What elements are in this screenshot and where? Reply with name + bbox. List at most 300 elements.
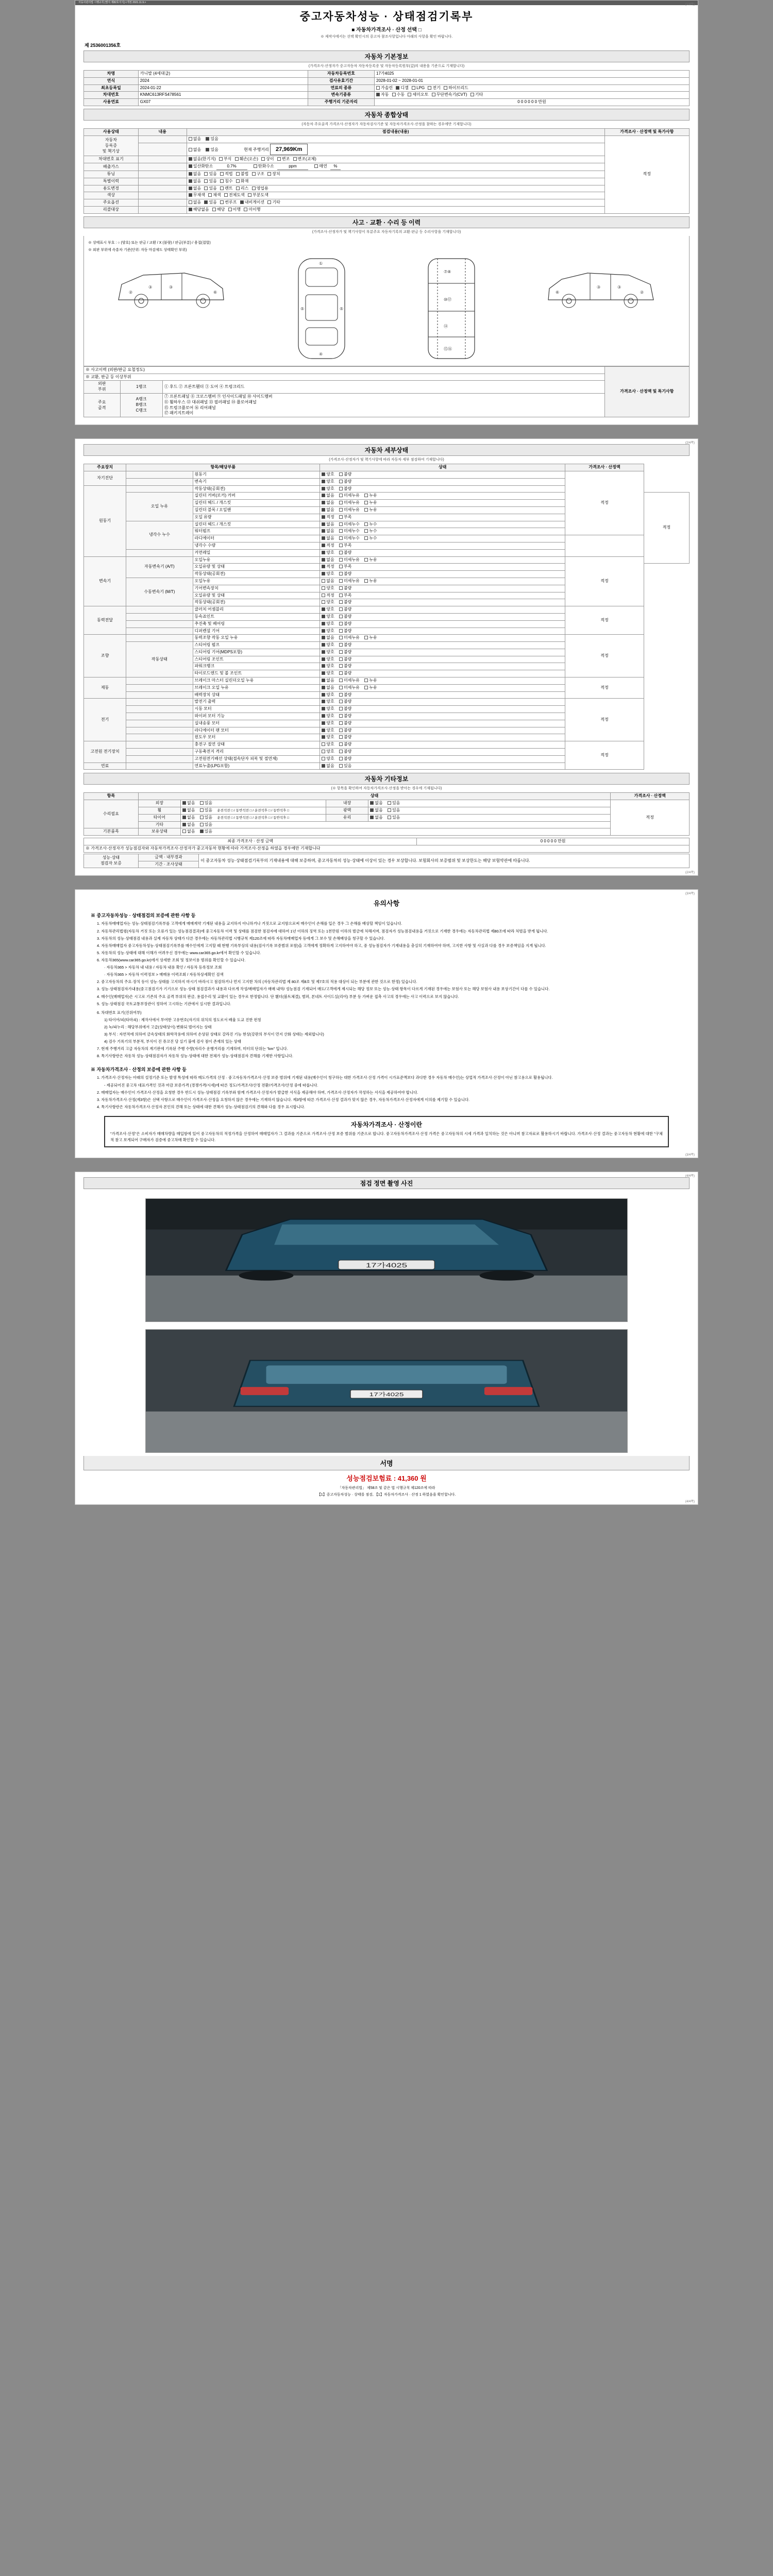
chk-bo-leak[interactable]: 누유 (364, 507, 377, 513)
trans-opt-manual[interactable]: 수동 (392, 92, 405, 98)
opt-use-rent[interactable]: 렌트 (220, 186, 232, 192)
opt-opt-sunroof[interactable]: 썬루프 (220, 200, 237, 206)
item-st-joint: 스티어링 조인트 (193, 656, 320, 663)
chk-rc-micro[interactable]: 미세누유 (339, 493, 360, 499)
section-overall-sub: (자동차 주요골격 가격조사·산정자가 자동차검사기준 및 자동차가격조사·산정을 참하는 경우에만 기재합니다) (301, 122, 472, 126)
opt-hist-flood[interactable]: 침수 (220, 179, 232, 184)
chk-wip-bad[interactable]: 불량 (339, 714, 351, 719)
state-mt-op (320, 599, 565, 606)
chk-cl2-ok[interactable]: 양호 (322, 607, 334, 613)
item-drive-battery: 구동축전지 격리 (193, 749, 320, 756)
trans-opt-auto[interactable]: 자동 (376, 92, 389, 98)
state-trans-diag (320, 478, 565, 485)
chk-rf-ok[interactable]: 양호 (322, 728, 334, 734)
opt-co[interactable]: 일산화탄소 (189, 164, 213, 170)
chk-whl-yes[interactable]: 있음 (200, 808, 212, 814)
opt-mileage-none[interactable]: 없음 (189, 147, 201, 153)
chk-cr-ok[interactable]: 양호 (322, 550, 334, 556)
trans-opt-etc[interactable]: 기타 (470, 92, 483, 98)
value-first-reg: 2024-01-22 (138, 84, 308, 92)
state-fuel-leak (320, 762, 565, 770)
chk-bo-micro[interactable]: 미세누유 (339, 507, 360, 513)
chk-blw-ok[interactable]: 양호 (322, 721, 334, 726)
row-label-history: 특별이력 (84, 178, 139, 185)
other-glass-label: 유리 (326, 814, 368, 821)
chk-bst-ok[interactable]: 양호 (322, 692, 334, 698)
section-basic-sub: (가격조사·산정자가 중고자동차 자동차등록증 및 자동차등록원부(갑)의 내용을 기준으로 기재합니다) (308, 64, 465, 68)
opt-use-yes[interactable]: 있음 (204, 186, 216, 192)
label-year: 연식 (84, 77, 139, 84)
chk-bas-none[interactable]: 없음 (182, 829, 195, 835)
opt-reg-yes[interactable]: 있음 (206, 137, 218, 142)
group-steering: 조향 (84, 635, 126, 677)
fuel-opt-lpg[interactable]: LPG (412, 86, 425, 91)
chk-cvj-ok[interactable]: 양호 (322, 614, 334, 620)
car-diagram-right-side (542, 255, 661, 316)
signature-band: 서명 (83, 1456, 690, 1470)
chk-gls-none[interactable]: 없음 (370, 815, 382, 821)
fuel-opt-electric[interactable]: 전기 (428, 86, 440, 91)
notice-item: · 자동차365 > 자동차 이력정보 > 매매용 이력조회 / 자동차상세확인 검색 (104, 972, 224, 977)
svg-text:②: ② (128, 290, 132, 295)
th-price: 가격조사 · 산정액 및 특가사항 (604, 128, 690, 135)
label-car-name: 차명 (84, 71, 139, 78)
group-hv-electric: 고전원 전기장치 (84, 741, 126, 762)
car-diagram-underbody (413, 255, 490, 363)
value-transmission (375, 92, 690, 99)
chk-hw-bad[interactable]: 불량 (339, 756, 351, 762)
chk-rc-none[interactable]: 없음 (322, 493, 334, 499)
overall-price-note: 적정 (604, 135, 690, 213)
notice-item: 1. 가격조사·산정자는 아래의 설정기준 또는 발생 특성에 따라 매도가격의 산정 · 중고자동차가격조사·산정 보증 범위에 기재된 내용(매수인이 청구하는 대한 가격조사·산정 가격이 시가표준액보다 과다한 경우 자동차 매수인)는 상업적 가격조사·산정이 아닌 참고용으로 활용됩니다. (97, 1075, 553, 1080)
chk-alt-ok[interactable]: 양호 (322, 699, 334, 705)
value-hc: ppm (277, 164, 308, 170)
price-definition-box (104, 1116, 669, 1147)
trans-opt-cvt[interactable]: 무단변속기(CVT) (432, 92, 467, 98)
opt-hist-yes[interactable]: 있음 (204, 179, 216, 184)
notice-item: 6. 차대번호 표기(진위여부) (97, 1010, 142, 1015)
opt-opt-none[interactable]: 없음 (189, 200, 201, 206)
notice-item: 5. 자동차의 성능·상태에 대해 이해가 어려우신 경우에는 www.car365.go.kr에서 확인할 수 있습니다. (97, 950, 261, 955)
chk-ol-low[interactable]: 부족 (339, 515, 351, 520)
value-validity: 2028-01-02 ~ 2028-01-01 (375, 77, 690, 84)
state-mt-gear (320, 585, 565, 592)
notice-item: 1) 타이어/피(타마쇠) : 제작사에서 부여한 고유번호(자기의 위치의 정도로서 배율 도교 진한 펀칭 (104, 1017, 261, 1022)
opt-vin-diff[interactable]: 상이 (261, 157, 274, 162)
chk-mc-none[interactable]: 없음 (322, 678, 334, 684)
chk-stj-ok[interactable]: 양호 (322, 657, 334, 663)
svg-text:17가4025: 17가4025 (365, 1262, 408, 1269)
chk-psl-leak[interactable]: 누유 (364, 635, 377, 641)
svg-text:①: ① (319, 261, 323, 266)
opt-use-lease[interactable]: 리스 (236, 186, 248, 192)
fuel-opt-hybrid[interactable]: 하이브리드 (444, 86, 468, 91)
chk-atl-none[interactable]: 없음 (322, 557, 334, 563)
chk-int-yes[interactable]: 있음 (388, 801, 400, 806)
chk-bol-none[interactable]: 없음 (322, 685, 334, 691)
opt-tuning-structure[interactable]: 구조 (252, 172, 264, 177)
opt-hist-none[interactable]: 없음 (189, 179, 201, 184)
chk-atl-micro[interactable]: 미세누유 (339, 557, 360, 563)
chk-dg-ok[interactable]: 양호 (322, 629, 334, 634)
state-starter (320, 706, 565, 713)
opt-vin-damage[interactable]: 훼손(오손) (235, 157, 258, 162)
opt-tuning-yes[interactable]: 있음 (204, 172, 216, 177)
opt-recall-na[interactable]: 해당없음 (189, 207, 209, 213)
other-repair-label: 수리필요 (84, 800, 139, 828)
chk-bo-none[interactable]: 없음 (322, 507, 334, 513)
state-at-level (320, 564, 565, 571)
opt-opt-etc[interactable]: 기타 (267, 200, 280, 206)
chk-ch-none[interactable]: 없음 (322, 522, 334, 528)
opt-color-mono[interactable]: 무채색 (189, 193, 205, 198)
opt-vin-rust[interactable]: 부식 (219, 157, 231, 162)
sub-hv-2 (126, 749, 193, 756)
photo-rear-image (146, 1330, 627, 1452)
chk-cl2-bad[interactable]: 불량 (339, 607, 351, 613)
chk-mtop-ok[interactable]: 양호 (322, 600, 334, 605)
row-opts-history (187, 178, 604, 185)
state-block-oilpan (320, 506, 565, 514)
chk-db-bad[interactable]: 불량 (339, 749, 351, 755)
chk-str-bad[interactable]: 불량 (339, 706, 351, 712)
row-opts-recall (187, 207, 604, 214)
item-propshaft: 추진축 및 베어링 (193, 620, 320, 628)
section-photo: 점검 정면 촬영 사진 (83, 1177, 690, 1189)
item-block-oilpan: 실린더 블록 / 오일팬 (193, 506, 320, 514)
notice-item: - 제공되어진 중고차 대표가격인 것과 마감 보증가격 (경쟁가격/시세)에 따른 정도/가격조사/산정 전환/가격조사/산정 중에 따릅니다. (104, 1082, 318, 1088)
chk-whl-none[interactable]: 없음 (182, 808, 195, 814)
chk-atop-ok[interactable]: 양호 (322, 571, 334, 577)
chk-wp-micro[interactable]: 미세누수 (339, 529, 360, 534)
th-other-price: 가격조사 · 산정액 (611, 793, 690, 800)
price-definition-body: "가격조사·산정"은 소비자가 매매차량을 매입함에 있어 중고자동차의 적정가격을 산정하여 매매업자가 그 결과를 기준으로 가격조사·산정 보증 범위를 기준으로 합니다. 중고자동차가격조사·산정 가격은 중고자동차의 시세 가격과 일치하는 것은 아니며 참고자료로 활용하시기 바랍니다. 가격조사·산정 결과는 중고자동차 현황에 대한 "구체적 참고 보게되어 구매자가 검증에 중고차매 확인할 수 있습니다. (110, 1131, 663, 1142)
row-opts-options (187, 199, 604, 207)
opt-vin-ok[interactable]: 없음(한기지) (189, 157, 216, 162)
chk-mc-leak[interactable]: 누유 (364, 678, 377, 684)
chk-gls-yes[interactable]: 있음 (388, 815, 400, 821)
chk-trans-diag-bad[interactable]: 불량 (339, 479, 351, 485)
chk-pol-yes[interactable]: 있음 (388, 808, 400, 814)
item-booster: 배력장치 상태 (193, 691, 320, 699)
rankC-text: ⑮ 트렁크플로어 ⑯ 리어패널 (164, 405, 216, 410)
chk-engine-diag-bad[interactable]: 불량 (339, 472, 351, 478)
sub-blank-2 (126, 478, 193, 485)
svg-text:⑥: ⑥ (556, 290, 560, 295)
notice-item: 3. 자동차의 성능·상태점검 내용과 실제 자동차 상태가 다른 경우에는 자동차관리법 시행규칙 제120조에 따라 자동차매매업자 등에게 그 보수 및 손해배상을 청구할 수 있습니다. (97, 936, 385, 941)
item-starter: 시동 모터 (193, 706, 320, 713)
notice-item: 2. 매매업자는 매수인이 가격조사·산정을 요청한 경우 반드시 성능·상태점검 기록부와 함께 가격조사·산정자가 발급한 서식을 제공해야 하며, 가격조사·산정자가 작성하는 서식을 제공하여야 합니다. (97, 1090, 418, 1095)
chk-ol-ok[interactable]: 적정 (322, 515, 334, 520)
chk-tir-none[interactable]: 없음 (182, 815, 195, 821)
sub-pt-4 (126, 628, 193, 635)
other-etc-state (181, 821, 611, 828)
group-self-diagnosis: 자기진단 (84, 471, 126, 485)
opt-color-part[interactable]: 부분도색 (248, 193, 268, 198)
item-power-crank: 파워크랭크 (193, 663, 320, 670)
chk-fl-yes[interactable]: 있음 (339, 764, 351, 769)
state-commonrail (320, 549, 565, 556)
row-label-colorchange: 색상 (84, 192, 139, 199)
chk-rc-leak[interactable]: 누유 (364, 493, 377, 499)
row-opts-usechange (187, 185, 604, 192)
state-radiator (320, 535, 565, 543)
chk-cvj-bad[interactable]: 불량 (339, 614, 351, 620)
sub-hv-3 (126, 755, 193, 762)
sub-commonrail (126, 549, 193, 556)
section-basic-info: 자동차 기본정보 (83, 50, 690, 62)
opt-use-none[interactable]: 없음 (189, 186, 201, 192)
final-price-table (83, 838, 690, 853)
label-color: 사용연료 (84, 99, 139, 106)
chk-stg-ok[interactable]: 양호 (322, 650, 334, 655)
chk-tr-bad[interactable]: 불량 (339, 671, 351, 676)
chk-cr-bad[interactable]: 불량 (339, 550, 351, 556)
section-other: 자동차 기타정보 (83, 773, 690, 785)
item-coolant-level: 냉각수 수량 (193, 542, 320, 549)
chk-atlv-ok[interactable]: 적정 (322, 564, 334, 570)
notice-item: 2. 자동차관리법령(자동차 거짓 또는 오류가 있는 성능점검결과)에 중고자동차 이력 및 상태를 점검한 점검자에 대하여 1년 이하의 징역 또는 1천만원 이하의 벌금에 처해지며, 점검자가 성능점검내용을 거짓으로 기재한 경우에는 자동차관리법 제80조에 따라 처벌을 받게 됩니다. (97, 928, 548, 934)
svg-text:③: ③ (169, 284, 173, 290)
notice-title: 유의사항 (373, 900, 400, 908)
chk-engine-diag-ok[interactable]: 양호 (322, 472, 334, 478)
chk-rf-bad[interactable]: 불량 (339, 728, 351, 734)
sub-st-op: 작동상태 (126, 642, 193, 677)
opt-vin-replace[interactable]: 변조(교체) (293, 157, 316, 162)
fuel-opt-gasoline[interactable]: 가솔린 (376, 86, 393, 91)
photo-front-image (146, 1199, 627, 1321)
other-polish-state (368, 807, 611, 815)
chk-str-ok[interactable]: 양호 (322, 706, 334, 712)
chk-ps-ok[interactable]: 양호 (322, 621, 334, 627)
chk-wp-leak[interactable]: 누수 (364, 529, 377, 534)
chk-mtlv-low[interactable]: 부족 (339, 593, 351, 599)
chk-ext-yes[interactable]: 있음 (200, 801, 212, 806)
notice-item: 4. 매수인(매매업자)은 시고로 기존의 주요 골격 부위의 판금, 용접수리 및 교환이 있는 경우로 한정합니다. 단 휀더(볼트체결), 범퍼, 본네트 사이드실(리어) 부분 등 가벼운 접촉 사고의 경우에는 사고 이력으로 보지 않습니다. (97, 994, 459, 999)
basic-info-table (83, 70, 690, 106)
opt-smoke[interactable]: 매연 (314, 164, 327, 170)
price-powertrain: 적정 (565, 606, 644, 635)
row-sub-usechange (138, 185, 187, 192)
page-number-4: (4/4쪽) (685, 1174, 695, 1178)
chk-mtop-bad[interactable]: 불량 (339, 600, 351, 605)
chk-etc-yes[interactable]: 있음 (200, 822, 212, 828)
notice-item: · 자동차365 > 자동차 내 내용 / 자동차 내용 확인 / 자동차 등록정보 조회 (104, 965, 222, 970)
chk-atop-bad[interactable]: 불량 (339, 571, 351, 577)
opt-vin-mod[interactable]: 변조 (277, 157, 290, 162)
chk-mtg-bad[interactable]: 불량 (339, 586, 351, 591)
photo-area (83, 1189, 690, 1456)
row-label-vin-mark: 차대번호 표기 (84, 156, 139, 163)
opt-tuning-illegal[interactable]: 불법 (236, 172, 248, 177)
chk-pc-bad[interactable]: 불량 (339, 664, 351, 669)
chk-int-none[interactable]: 없음 (370, 801, 382, 806)
notice-item: 4) 검수 기록기의 부분적, 부식이 진 쥬코진 당 실기 불에 검사 점이 존재의 있는 상태 (104, 1039, 241, 1044)
row-opts-vin-mark (187, 156, 604, 163)
state-idle (320, 485, 565, 493)
chk-stp-ok[interactable]: 양호 (322, 642, 334, 648)
state-head-gasket (320, 500, 565, 507)
row-label-tuning: 튜닝 (84, 171, 139, 178)
fuel-opt-diesel[interactable]: 디젤 (396, 86, 408, 91)
opt-color-full[interactable]: 전체도색 (224, 193, 245, 198)
item-mt-level: 오일유량 및 상태 (193, 592, 320, 599)
opt-opt-yes[interactable]: 있음 (204, 200, 216, 206)
page-4 (75, 1172, 698, 1505)
chk-ch-leak[interactable]: 누수 (364, 522, 377, 528)
item-at-level: 오일유량 및 상태 (193, 564, 320, 571)
opt-color-chrome[interactable]: 채색 (208, 193, 221, 198)
item-cv-joint: 등속죠인트 (193, 613, 320, 620)
chk-psl-micro[interactable]: 미세누유 (339, 635, 360, 641)
chk-mtg-ok[interactable]: 양호 (322, 586, 334, 591)
chk-trans-diag-ok[interactable]: 양호 (322, 479, 334, 485)
item-rad-fan: 라디에이터 팬 모터 (193, 727, 320, 734)
chk-cl-ok[interactable]: 적정 (322, 543, 334, 549)
trans-opt-semi[interactable]: 세미오토 (408, 92, 428, 98)
svg-text:③: ③ (148, 284, 152, 290)
inspection-fee: 성능점검보험료 : 41,360 원 (346, 1474, 427, 1482)
opt-recall-done[interactable]: 이행 (228, 207, 241, 213)
opt-hc[interactable]: 탄화수소 (254, 164, 274, 170)
chk-bst-bad[interactable]: 불량 (339, 692, 351, 698)
opt-recall-yes[interactable]: 해당 (212, 207, 225, 213)
chk-ext-none[interactable]: 없음 (182, 801, 195, 806)
chk-cp-bad[interactable]: 불량 (339, 742, 351, 748)
opt-use-biz[interactable]: 영업용 (252, 186, 268, 192)
page-title: 중고자동차성능 · 상태점검기록부 (299, 11, 474, 23)
value-odo-unit: 0 0 0 0 0 0 만원 (375, 99, 690, 106)
sub-pt-2 (126, 613, 193, 620)
chk-wm-ok[interactable]: 양호 (322, 735, 334, 740)
chk-cp-ok[interactable]: 양호 (322, 742, 334, 748)
opt-opt-navi[interactable]: 내비게이션 (240, 200, 265, 206)
chk-etc-none[interactable]: 없음 (182, 822, 195, 828)
chk-cl-low[interactable]: 부족 (339, 543, 351, 549)
chk-psl-none[interactable]: 없음 (322, 635, 334, 641)
chk-wip-ok[interactable]: 양호 (322, 714, 334, 719)
notice-list-3 (97, 1075, 676, 1110)
chk-ch-micro[interactable]: 미세누수 (339, 522, 360, 528)
state-rad-fan (320, 727, 565, 734)
chk-mc-micro[interactable]: 미세누유 (339, 678, 360, 684)
chk-bas-yes[interactable]: 있음 (200, 829, 212, 835)
chk-tir-yes[interactable]: 있음 (200, 815, 212, 821)
other-price-value: 적정 (611, 800, 690, 836)
price-brake: 적정 (565, 677, 644, 699)
other-wheel-label: 휠 (138, 807, 180, 815)
svg-text:⑤: ⑤ (340, 306, 344, 311)
sub-coolant: 냉각수 누수 (126, 521, 193, 549)
chk-rad-none[interactable]: 없음 (322, 536, 334, 541)
other-tire-state (181, 814, 326, 821)
chk-hg-leak[interactable]: 누유 (364, 500, 377, 506)
item-st-pump: 스티어링 펌프 (193, 642, 320, 649)
chk-tr-ok[interactable]: 양호 (322, 671, 334, 676)
footer-legal-2: 【1】중고자동차성능 · 상태를 점검, 【1】자동차가격조사 · 산정 1 하였음을 확인합니다. (317, 1493, 456, 1497)
chk-bol-leak[interactable]: 누유 (364, 685, 377, 691)
chk-stp-bad[interactable]: 불량 (339, 642, 351, 648)
opt-mileage-yes[interactable]: 있음 (206, 147, 218, 153)
doc-header (83, 8, 690, 39)
guarantee-text: 이 중고자동차 성능·상태점검기록부의 기재내용에 대해 보증하며, 중고자동차의 성능·상태에 이상이 있는 경우 보상합니다. 보험회사의 보증범위 및 보상한도는 해당 보험약관에 따릅니다. (199, 854, 690, 868)
rankA-label: A랭크 B랭크 C랭크 (120, 393, 162, 417)
chk-alt-bad[interactable]: 불량 (339, 699, 351, 705)
chk-db-ok[interactable]: 양호 (322, 749, 334, 755)
other-wheel-state (181, 807, 326, 815)
state-power-crank (320, 663, 565, 670)
rank1-label: 1랭크 (120, 381, 162, 394)
chk-wm-bad[interactable]: 불량 (339, 735, 351, 740)
item-rocker-cover: 실린더 커버(로커) 커버 (193, 493, 320, 500)
chk-mtl-leak[interactable]: 누유 (364, 579, 377, 584)
chk-atlv-low[interactable]: 부족 (339, 564, 351, 570)
chk-rad-micro[interactable]: 미세누수 (339, 536, 360, 541)
chk-pol-none[interactable]: 없음 (370, 808, 382, 814)
group-engine: 원동기 (84, 485, 126, 556)
opt-hist-fire[interactable]: 화재 (236, 179, 248, 184)
sub-el-4 (126, 720, 193, 727)
value-car-name: 카니발 (4세대급) (138, 71, 308, 78)
chk-mtlv-ok[interactable]: 적정 (322, 593, 334, 599)
chk-atl-leak[interactable]: 누유 (364, 557, 377, 563)
opt-recall-notdone[interactable]: 미이행 (244, 207, 260, 213)
chk-idle-bad[interactable]: 불량 (339, 486, 351, 492)
chk-ps-bad[interactable]: 불량 (339, 621, 351, 627)
svg-text:17가4025: 17가4025 (369, 1391, 404, 1397)
notice-item: 5. 성능·상태점검 국토교통부장관이 정하여 고시하는 기관에서 실시한 결과입니다. (97, 1001, 231, 1006)
opt-tuning-legal[interactable]: 적법 (220, 172, 232, 177)
state-at-leak (320, 556, 565, 564)
chk-hw-ok[interactable]: 양호 (322, 756, 334, 762)
chk-mtl-none[interactable]: 없음 (322, 579, 334, 584)
chk-wp-none[interactable]: 없음 (322, 529, 334, 534)
row-label-recall: 리콜대상 (84, 207, 139, 214)
notice-list-1 (97, 921, 676, 1006)
section-detail: 자동차 세부상태 (83, 444, 690, 456)
notice-item: 1. 자동차매매업자는 성능·상태점검기록부를 고객에게 매매계약 기재된 내용을 교지하지 아니하거나 거짓으로 교지함으로써 매수인이 손해를 입은 경우 그 손해를 배상할 책임이 있습니다. (97, 921, 402, 926)
item-at-leak: 오일누유 (193, 556, 320, 564)
item-coolant-head: 실린더 헤드 / 개스킷 (193, 521, 320, 528)
opt-tuning-device[interactable]: 장치 (267, 172, 280, 177)
chk-pc-ok[interactable]: 양호 (322, 664, 334, 669)
chk-idle-ok[interactable]: 양호 (322, 486, 334, 492)
chk-hg-none[interactable]: 없음 (322, 500, 334, 506)
value-smoke: % (330, 164, 341, 170)
chk-fl-none[interactable]: 없음 (322, 764, 334, 769)
chk-dg-bad[interactable]: 불량 (339, 629, 351, 634)
state-window-motor (320, 734, 565, 741)
chk-stj-bad[interactable]: 불량 (339, 657, 351, 663)
price-hv: 적정 (565, 741, 644, 770)
chk-blw-bad[interactable]: 불량 (339, 721, 351, 726)
sub-auto-trans: 자동변속기 (A/T) (126, 556, 193, 578)
chk-mtl-micro[interactable]: 미세누유 (339, 579, 360, 584)
chk-stg-bad[interactable]: 불량 (339, 650, 351, 655)
chk-rad-leak[interactable]: 누수 (364, 536, 377, 541)
notice-item: 8. 특기사항란은 자동차 성능·상태점검자가 자동차 성능·상태에 대한 전체가 성능·상태점검자 견해를 기재한 사항입니다. (97, 1054, 293, 1059)
opt-reg-none[interactable]: 없음 (189, 137, 201, 142)
page-number-3: (3/4쪽) (685, 892, 695, 896)
outer-panel-label: 외판 부위 (84, 381, 121, 394)
opt-tuning-none[interactable]: 없음 (189, 172, 201, 177)
chk-bol-micro[interactable]: 미세누유 (339, 685, 360, 691)
th-other-state: 상태 (138, 793, 611, 800)
th-content: 내용 (138, 128, 187, 135)
notice-sec1-title: ※ 중고자동차성능 · 상태점검의 보증에 관한 사항 등 (91, 913, 196, 919)
sub-pt-1 (126, 606, 193, 614)
chk-hg-micro[interactable]: 미세누유 (339, 500, 360, 506)
